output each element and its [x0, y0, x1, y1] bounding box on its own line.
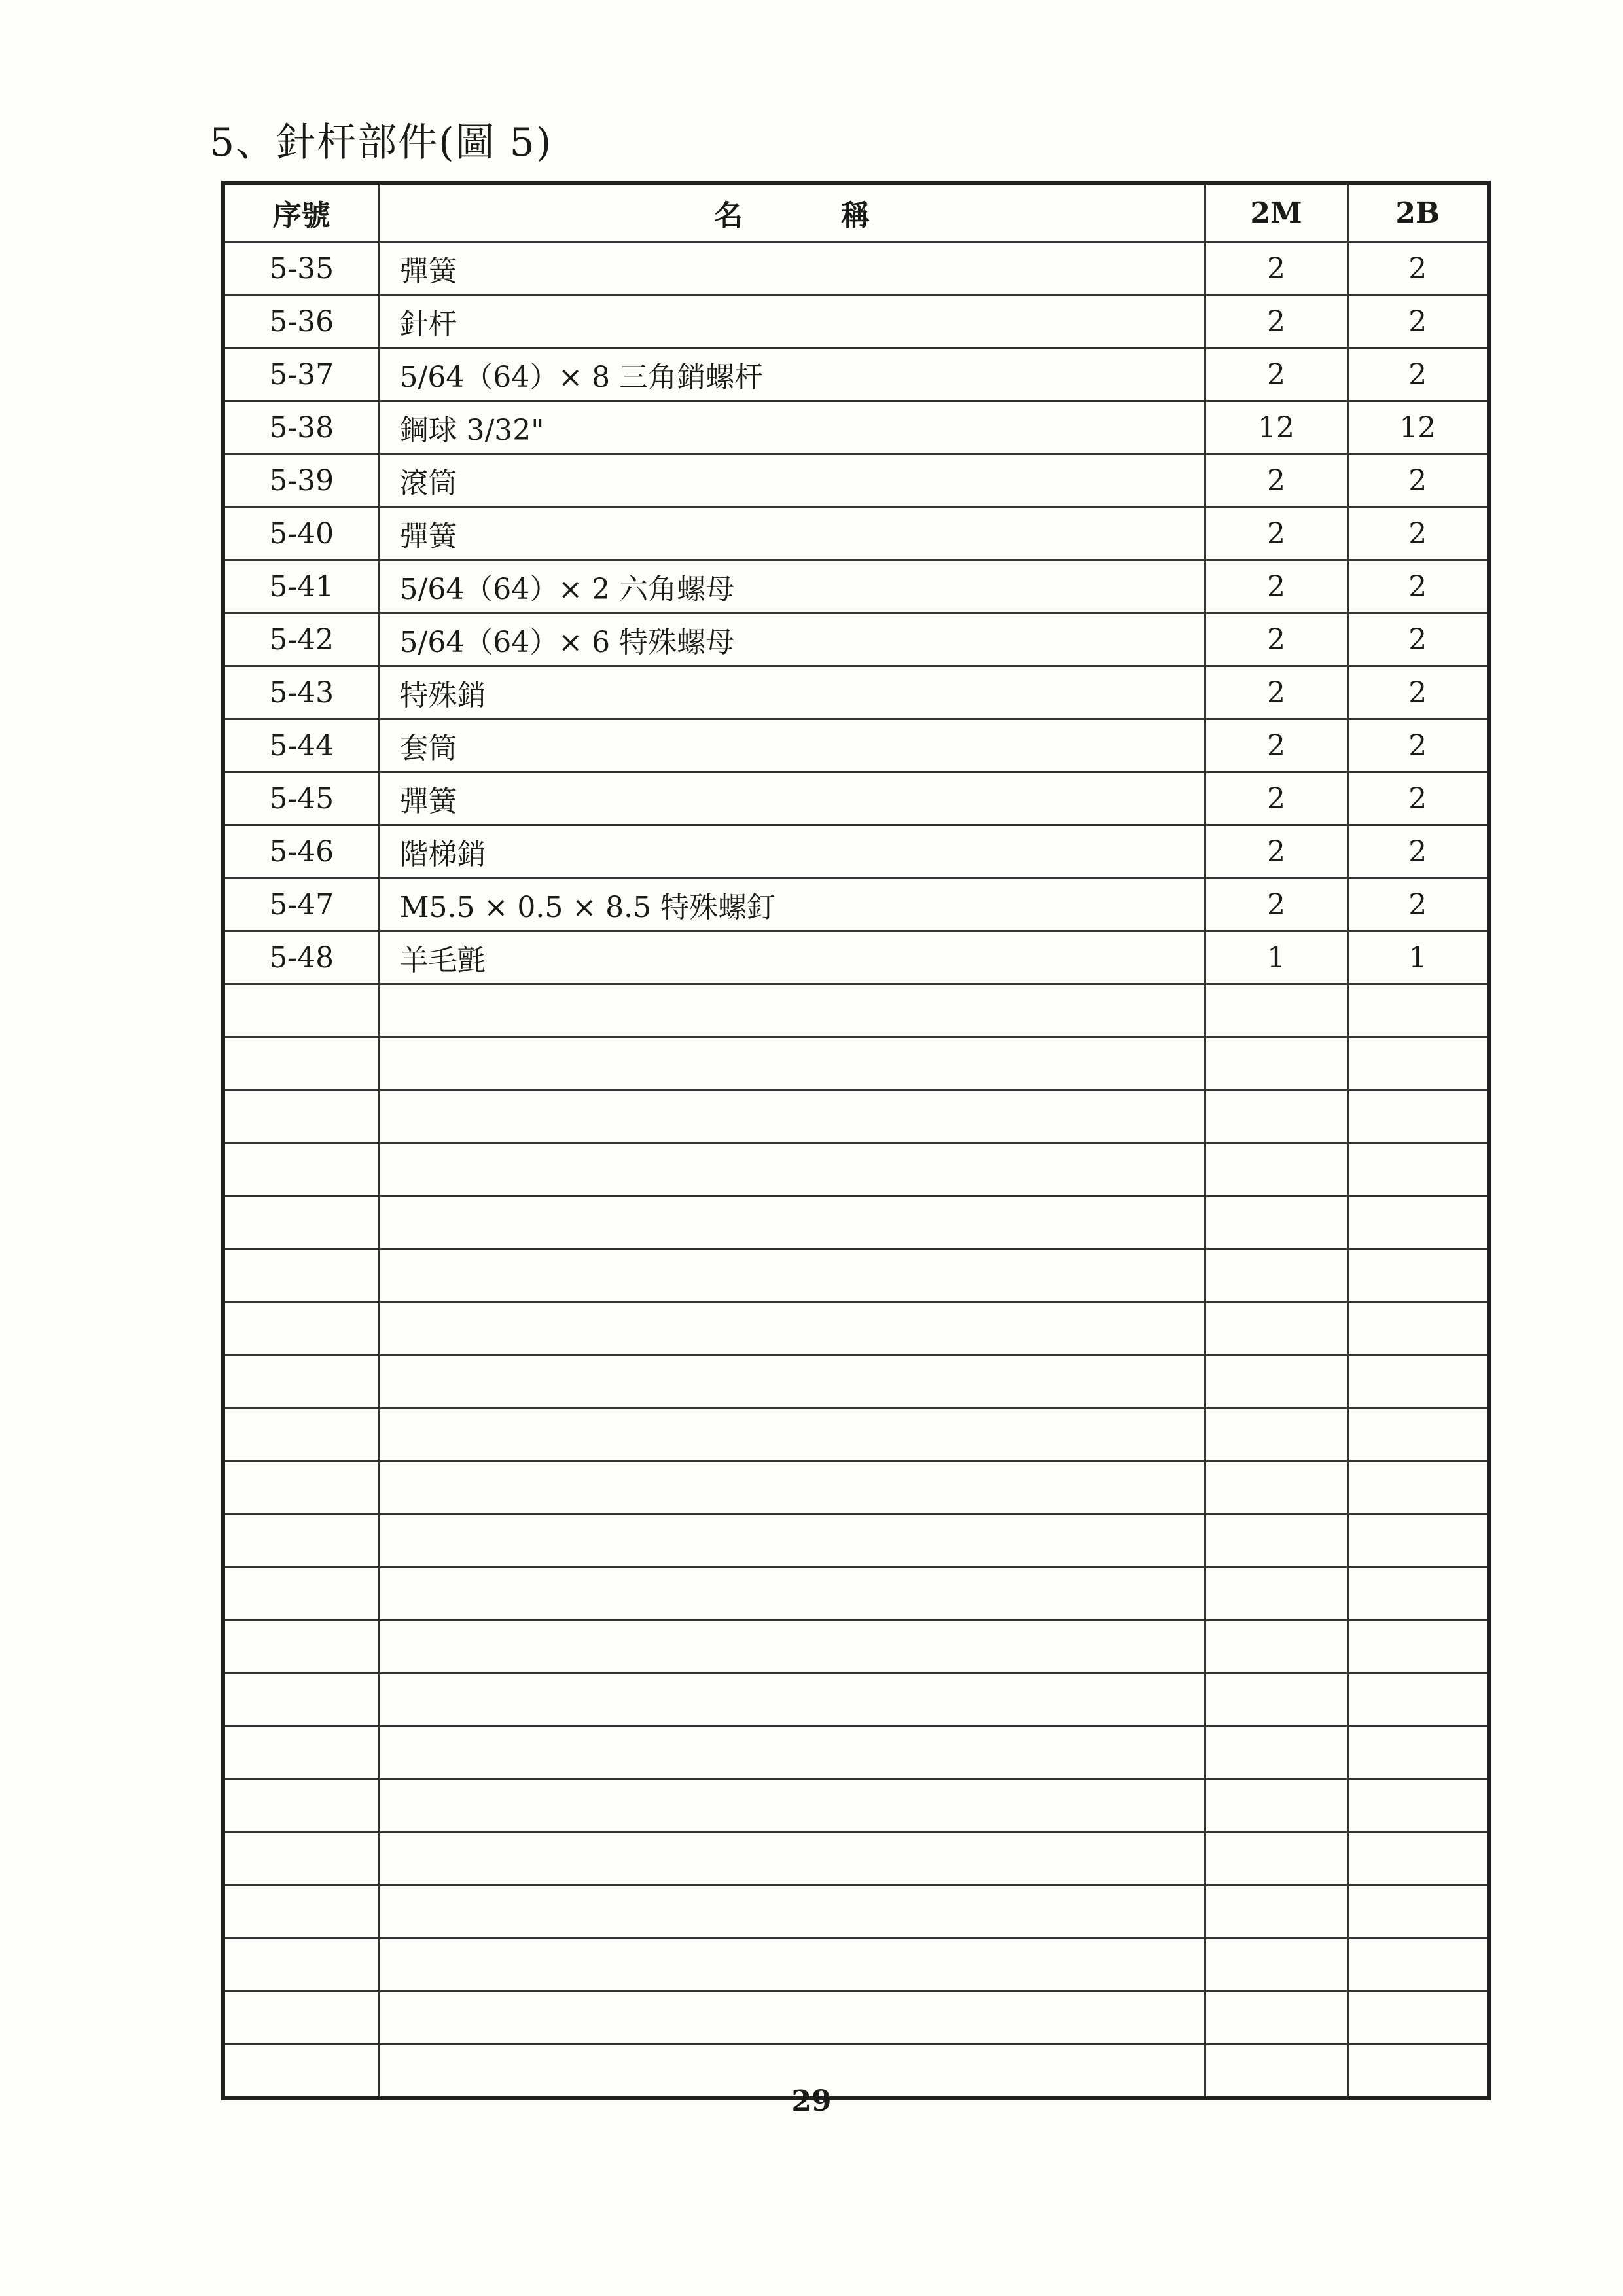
- cell-qty-2m: 2: [1205, 295, 1347, 348]
- cell-part-name: 滾筒: [379, 454, 1205, 507]
- cell-part-number: [223, 1568, 379, 1621]
- cell-qty-2b: 2: [1347, 878, 1489, 931]
- cell-qty-2b: [1347, 984, 1489, 1037]
- cell-qty-2b: [1347, 1727, 1489, 1780]
- cell-part-number: 5-38: [223, 401, 379, 454]
- cell-part-number: 5-45: [223, 772, 379, 825]
- cell-part-name: [379, 1939, 1205, 1992]
- table-row: [223, 401, 1489, 454]
- table-row: [223, 772, 1489, 825]
- cell-part-name: [379, 1143, 1205, 1196]
- cell-part-number: [223, 1196, 379, 1249]
- cell-qty-2m: [1205, 1037, 1347, 1090]
- cell-qty-2m: 2: [1205, 507, 1347, 560]
- cell-qty-2m: 2: [1205, 825, 1347, 878]
- cell-qty-2m: 2: [1205, 242, 1347, 295]
- cell-qty-2b: [1347, 1090, 1489, 1143]
- cell-part-number: [223, 1674, 379, 1727]
- cell-part-name: [379, 1568, 1205, 1621]
- cell-part-name: [379, 1780, 1205, 1833]
- cell-qty-2m: 2: [1205, 613, 1347, 666]
- empty-table-row: [223, 1090, 1489, 1143]
- cell-part-name: [379, 1090, 1205, 1143]
- table-row: [223, 613, 1489, 666]
- cell-qty-2m: [1205, 1939, 1347, 1992]
- cell-qty-2b: 2: [1347, 772, 1489, 825]
- cell-part-number: [223, 1090, 379, 1143]
- cell-part-number: [223, 1355, 379, 1408]
- cell-part-name: 針杆: [379, 295, 1205, 348]
- table-row: [223, 719, 1489, 772]
- section-title: 5、針杆部件(圖 5): [209, 120, 553, 166]
- cell-qty-2m: 2: [1205, 348, 1347, 401]
- cell-part-number: 5-37: [223, 348, 379, 401]
- empty-table-row: [223, 1408, 1489, 1462]
- cell-part-number: [223, 1408, 379, 1462]
- cell-part-name: [379, 1196, 1205, 1249]
- cell-part-name: 5/64（64）× 8 三角銷螺杆: [379, 348, 1205, 401]
- cell-part-name: [379, 1727, 1205, 1780]
- cell-part-number: [223, 1143, 379, 1196]
- table-row: [223, 242, 1489, 295]
- empty-table-row: [223, 1621, 1489, 1674]
- cell-qty-2b: [1347, 1196, 1489, 1249]
- cell-qty-2m: [1205, 984, 1347, 1037]
- empty-table-row: [223, 1143, 1489, 1196]
- table-row: [223, 931, 1489, 984]
- cell-qty-2m: [1205, 1515, 1347, 1568]
- cell-qty-2m: [1205, 1355, 1347, 1408]
- cell-qty-2b: [1347, 1568, 1489, 1621]
- cell-part-number: [223, 1621, 379, 1674]
- cell-qty-2b: [1347, 1249, 1489, 1302]
- cell-part-name: 5/64（64）× 6 特殊螺母: [379, 613, 1205, 666]
- cell-part-name: [379, 1037, 1205, 1090]
- empty-table-row: [223, 1249, 1489, 1302]
- header-2b: 2B: [1347, 183, 1489, 242]
- empty-table-row: [223, 1196, 1489, 1249]
- cell-qty-2b: [1347, 1780, 1489, 1833]
- cell-qty-2b: 12: [1347, 401, 1489, 454]
- cell-part-number: 5-36: [223, 295, 379, 348]
- table-row: [223, 507, 1489, 560]
- empty-table-row: [223, 1992, 1489, 2045]
- cell-part-name: [379, 1992, 1205, 2045]
- cell-part-number: [223, 1992, 379, 2045]
- cell-part-name: [379, 1302, 1205, 1355]
- cell-qty-2m: [1205, 1833, 1347, 1886]
- cell-qty-2m: [1205, 1302, 1347, 1355]
- cell-part-number: [223, 1302, 379, 1355]
- cell-qty-2m: 2: [1205, 719, 1347, 772]
- header-no: 序號: [223, 183, 379, 242]
- empty-table-row: [223, 1833, 1489, 1886]
- cell-qty-2m: [1205, 1727, 1347, 1780]
- table-row: [223, 878, 1489, 931]
- table-row: [223, 560, 1489, 613]
- cell-part-name: 5/64（64）× 2 六角螺母: [379, 560, 1205, 613]
- cell-qty-2m: 2: [1205, 666, 1347, 719]
- table-row: [223, 666, 1489, 719]
- cell-part-name: 彈簧: [379, 772, 1205, 825]
- empty-table-row: [223, 1355, 1489, 1408]
- cell-part-name: [379, 1249, 1205, 1302]
- cell-part-name: [379, 1462, 1205, 1515]
- cell-qty-2m: [1205, 1090, 1347, 1143]
- cell-qty-2m: [1205, 1621, 1347, 1674]
- cell-part-name: [379, 1833, 1205, 1886]
- cell-qty-2b: 2: [1347, 613, 1489, 666]
- cell-qty-2b: 2: [1347, 560, 1489, 613]
- cell-qty-2b: [1347, 1515, 1489, 1568]
- cell-qty-2m: [1205, 1992, 1347, 2045]
- cell-qty-2b: 2: [1347, 242, 1489, 295]
- cell-qty-2m: 2: [1205, 454, 1347, 507]
- cell-part-number: 5-48: [223, 931, 379, 984]
- cell-part-number: [223, 1727, 379, 1780]
- header-2m: 2M: [1205, 183, 1347, 242]
- cell-part-number: 5-47: [223, 878, 379, 931]
- cell-part-number: 5-46: [223, 825, 379, 878]
- cell-qty-2b: [1347, 1408, 1489, 1462]
- empty-table-row: [223, 1302, 1489, 1355]
- cell-qty-2b: 2: [1347, 719, 1489, 772]
- cell-qty-2m: [1205, 1408, 1347, 1462]
- cell-qty-2b: [1347, 1037, 1489, 1090]
- cell-qty-2m: 2: [1205, 560, 1347, 613]
- cell-qty-2b: [1347, 1621, 1489, 1674]
- table-header-row: [223, 183, 1489, 242]
- cell-part-number: [223, 1886, 379, 1939]
- table-row: [223, 295, 1489, 348]
- cell-qty-2m: 12: [1205, 401, 1347, 454]
- cell-qty-2b: [1347, 1674, 1489, 1727]
- page-number: 29: [791, 2085, 832, 2118]
- cell-qty-2m: 1: [1205, 931, 1347, 984]
- cell-part-number: 5-43: [223, 666, 379, 719]
- cell-qty-2b: 2: [1347, 666, 1489, 719]
- cell-part-name: [379, 1408, 1205, 1462]
- empty-table-row: [223, 1780, 1489, 1833]
- cell-part-number: 5-40: [223, 507, 379, 560]
- table-body: [223, 242, 1489, 2099]
- cell-part-number: [223, 1833, 379, 1886]
- table-row: [223, 348, 1489, 401]
- cell-qty-2m: 2: [1205, 878, 1347, 931]
- cell-part-name: [379, 984, 1205, 1037]
- cell-qty-2m: [1205, 1886, 1347, 1939]
- cell-qty-2b: 2: [1347, 348, 1489, 401]
- empty-table-row: [223, 1515, 1489, 1568]
- empty-table-row: [223, 1939, 1489, 1992]
- cell-part-name: 彈簧: [379, 507, 1205, 560]
- header-name: 名稱: [379, 183, 1205, 242]
- empty-table-row: [223, 984, 1489, 1037]
- cell-qty-2b: 2: [1347, 295, 1489, 348]
- cell-part-number: [223, 1515, 379, 1568]
- cell-part-name: [379, 1886, 1205, 1939]
- table-row: [223, 454, 1489, 507]
- cell-qty-2b: 2: [1347, 454, 1489, 507]
- cell-part-name: 特殊銷: [379, 666, 1205, 719]
- cell-qty-2m: [1205, 1143, 1347, 1196]
- cell-qty-2m: [1205, 1674, 1347, 1727]
- empty-table-row: [223, 1886, 1489, 1939]
- cell-qty-2m: [1205, 1196, 1347, 1249]
- cell-part-name: 鋼球 3/32": [379, 401, 1205, 454]
- cell-part-name: [379, 1515, 1205, 1568]
- cell-qty-2b: [1347, 1462, 1489, 1515]
- empty-table-row: [223, 1568, 1489, 1621]
- cell-part-number: 5-44: [223, 719, 379, 772]
- cell-qty-2b: 1: [1347, 931, 1489, 984]
- cell-qty-2m: 2: [1205, 772, 1347, 825]
- cell-qty-2b: [1347, 1833, 1489, 1886]
- cell-part-number: [223, 1249, 379, 1302]
- empty-table-row: [223, 1462, 1489, 1515]
- cell-part-name: 套筒: [379, 719, 1205, 772]
- empty-table-row: [223, 1037, 1489, 1090]
- cell-part-number: [223, 1780, 379, 1833]
- empty-table-row: [223, 1727, 1489, 1780]
- cell-qty-2m: [1205, 1249, 1347, 1302]
- cell-part-number: 5-41: [223, 560, 379, 613]
- cell-part-name: 彈簧: [379, 242, 1205, 295]
- empty-table-row: [223, 1674, 1489, 1727]
- cell-part-name: [379, 1621, 1205, 1674]
- parts-table: [221, 181, 1491, 2100]
- cell-part-name: [379, 1355, 1205, 1408]
- cell-qty-2b: 2: [1347, 507, 1489, 560]
- cell-qty-2b: [1347, 1143, 1489, 1196]
- cell-qty-2b: 2: [1347, 825, 1489, 878]
- cell-part-name: 階梯銷: [379, 825, 1205, 878]
- cell-qty-2m: [1205, 1462, 1347, 1515]
- cell-part-number: [223, 984, 379, 1037]
- cell-qty-2b: [1347, 1886, 1489, 1939]
- cell-part-number: 5-35: [223, 242, 379, 295]
- cell-part-number: [223, 1939, 379, 1992]
- cell-qty-2b: [1347, 1355, 1489, 1408]
- cell-part-number: 5-42: [223, 613, 379, 666]
- cell-part-name: M5.5 × 0.5 × 8.5 特殊螺釘: [379, 878, 1205, 931]
- cell-qty-2m: [1205, 1568, 1347, 1621]
- cell-part-number: 5-39: [223, 454, 379, 507]
- cell-qty-2b: [1347, 1302, 1489, 1355]
- cell-part-number: [223, 1462, 379, 1515]
- cell-qty-2m: [1205, 1780, 1347, 1833]
- cell-qty-2b: [1347, 1992, 1489, 2045]
- cell-part-name: 羊毛氈: [379, 931, 1205, 984]
- cell-part-number: [223, 1037, 379, 1090]
- cell-part-name: [379, 1674, 1205, 1727]
- table-row: [223, 825, 1489, 878]
- cell-qty-2b: [1347, 1939, 1489, 1992]
